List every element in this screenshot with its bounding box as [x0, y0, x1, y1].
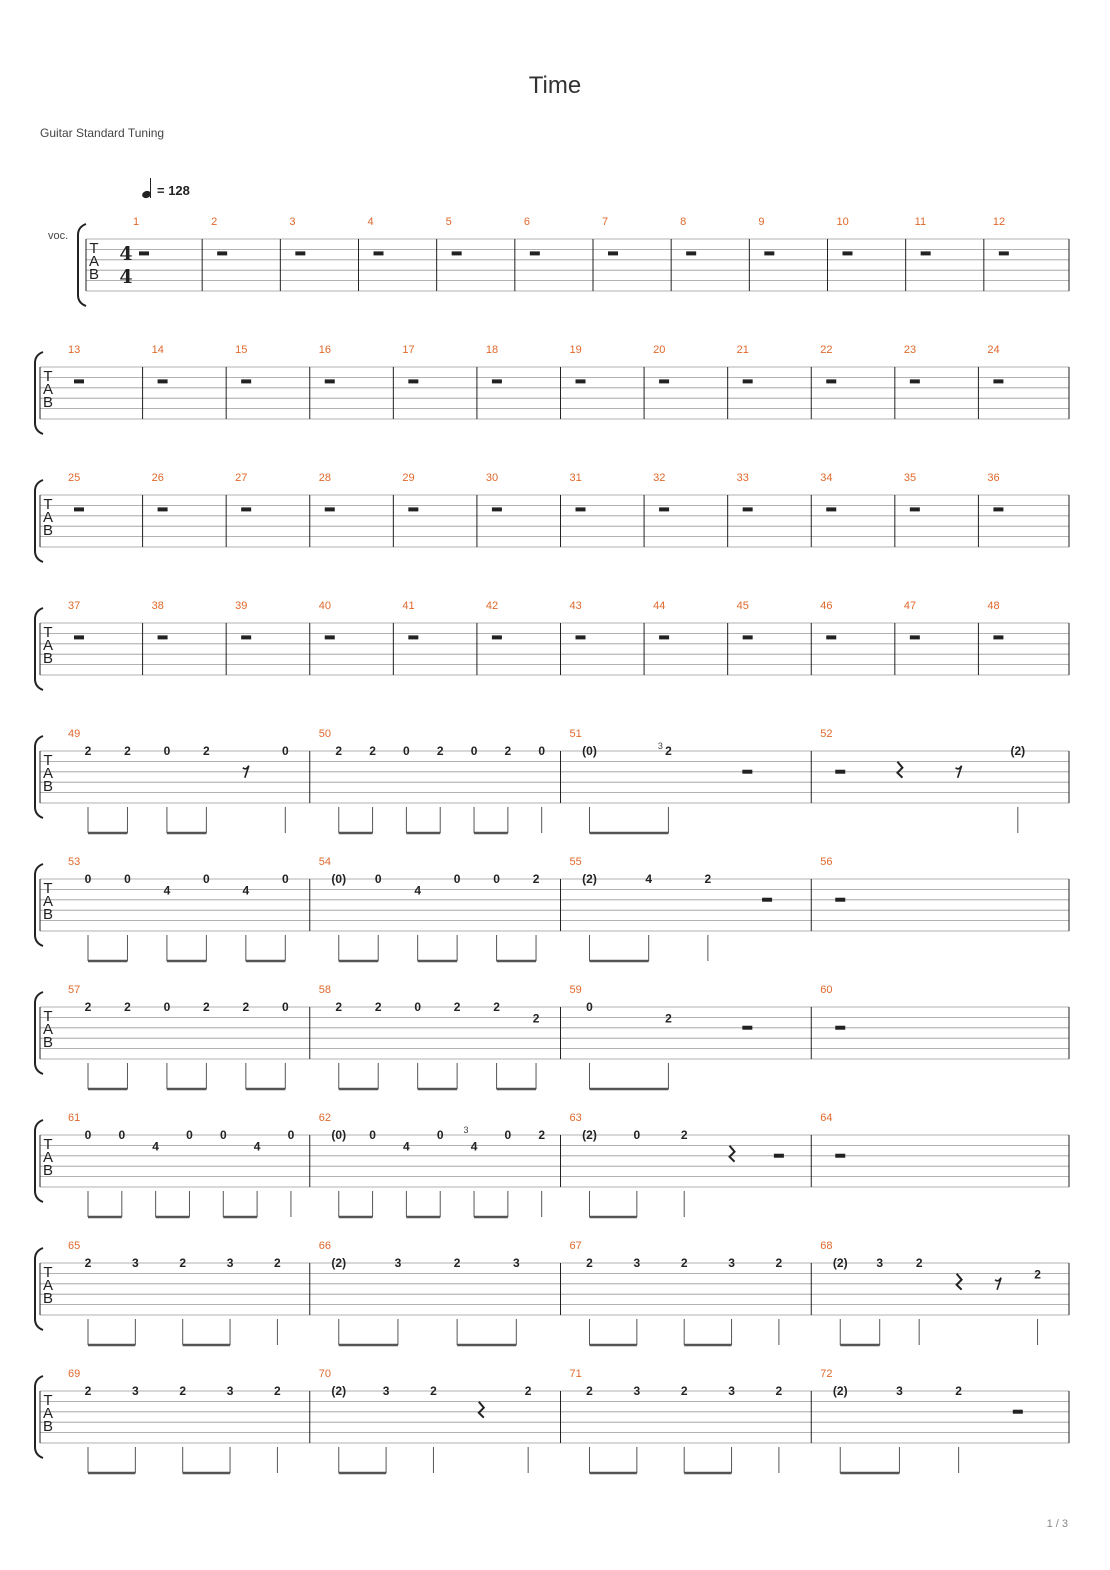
tab-clef-letter: A — [42, 893, 54, 910]
fret-number: 2 — [453, 1256, 461, 1270]
fret-number: 0 — [470, 744, 478, 758]
measure-number: 57 — [68, 984, 81, 996]
tab-clef-letter: T — [43, 1008, 53, 1025]
tab-clef-letter: B — [42, 1290, 54, 1307]
whole-rest — [158, 507, 168, 511]
measure-number: 61 — [68, 1112, 81, 1124]
fret-number: (0) — [582, 744, 597, 758]
measure-number: 17 — [402, 344, 415, 356]
fret-number: 3 — [876, 1256, 884, 1270]
whole-rest — [74, 635, 84, 639]
whole-rest — [325, 635, 335, 639]
measure-number: 50 — [318, 728, 331, 740]
fret-number: 2 — [538, 1128, 546, 1142]
quarter-rest — [479, 1402, 484, 1418]
tab-clef-letter: T — [43, 752, 53, 769]
fret-number: 2 — [532, 872, 540, 886]
measure-number: 45 — [736, 600, 749, 612]
measure-number: 10 — [836, 216, 849, 228]
fret-number: 3 — [728, 1384, 735, 1398]
fret-number: 2 — [430, 1384, 437, 1398]
fret-number: 2 — [704, 872, 712, 886]
fret-number: 0 — [186, 1128, 193, 1142]
fret-number: (2) — [582, 1128, 597, 1142]
fret-number: 3 — [728, 1256, 735, 1270]
measure-number: 21 — [736, 344, 749, 356]
instrument-label: voc. — [48, 230, 69, 242]
fret-number: (2) — [331, 1256, 347, 1270]
tab-clef-letter: B — [42, 1162, 54, 1179]
fret-number: 2 — [179, 1256, 187, 1270]
tab-clef-letter: B — [42, 394, 54, 411]
fret-number: 2 — [680, 1256, 688, 1270]
whole-rest — [826, 635, 836, 639]
system-bracket — [35, 1376, 43, 1458]
measure-number: 35 — [903, 472, 917, 484]
measure-number: 46 — [820, 600, 833, 612]
fret-number: 2 — [274, 1384, 281, 1398]
measure-number: 33 — [736, 472, 749, 484]
fret-number: 2 — [504, 744, 512, 758]
measure-number: 7 — [602, 216, 609, 228]
measure-number: 60 — [820, 984, 833, 996]
quarter-rest — [897, 762, 902, 778]
fret-number: 0 — [586, 1000, 593, 1014]
whole-rest — [843, 251, 853, 255]
whole-rest — [576, 379, 586, 383]
measure-number: 28 — [318, 472, 331, 484]
whole-rest — [659, 507, 669, 511]
fret-number: 2 — [203, 744, 210, 758]
tuplet-mark: 3 — [657, 741, 663, 751]
page-indicator: 1 / 3 — [1046, 1518, 1068, 1530]
fret-number: 4 — [470, 1139, 478, 1154]
whole-rest — [295, 251, 305, 255]
measure-number: 23 — [903, 344, 917, 356]
tab-clef-letter: A — [88, 253, 100, 270]
fret-number: 4 — [163, 883, 171, 898]
measure-number: 2 — [211, 216, 218, 228]
whole-rest — [408, 635, 418, 639]
measure-number: 51 — [569, 728, 582, 740]
measure-number: 29 — [402, 472, 415, 484]
whole-rest — [576, 635, 586, 639]
measure-number: 32 — [653, 472, 666, 484]
fret-number: 0 — [504, 1128, 512, 1142]
tab-clef-letter: B — [42, 650, 54, 667]
measure-number: 36 — [987, 472, 1000, 484]
whole-rest — [835, 898, 845, 902]
fret-number: 0 — [403, 744, 410, 758]
fret-number: 2 — [124, 744, 131, 758]
tab-clef-letter: B — [42, 1418, 54, 1435]
whole-rest — [835, 1026, 845, 1030]
fret-number: 2 — [775, 1256, 783, 1270]
fret-number: 0 — [203, 872, 210, 886]
fret-number: (2) — [832, 1256, 848, 1270]
measure-number: 64 — [820, 1112, 833, 1124]
tab-clef-letter: T — [43, 368, 53, 385]
measure-number: 25 — [68, 472, 81, 484]
fret-number: 2 — [532, 1011, 540, 1026]
measure-number: 16 — [318, 344, 331, 356]
whole-rest — [993, 507, 1003, 511]
fret-number: 3 — [382, 1384, 390, 1398]
whole-rest — [408, 379, 418, 383]
whole-rest — [325, 379, 335, 383]
measure-number: 6 — [523, 216, 530, 228]
measure-number: 40 — [318, 600, 331, 612]
fret-number: 0 — [124, 872, 131, 886]
fret-number: 0 — [84, 1128, 92, 1142]
system-bracket — [35, 1248, 43, 1330]
whole-rest — [764, 251, 774, 255]
whole-rest — [74, 379, 84, 383]
measure-number: 54 — [318, 856, 331, 868]
tab-clef-letter: A — [42, 637, 54, 654]
fret-number: (2) — [832, 1384, 848, 1398]
measure-number: 52 — [820, 728, 833, 740]
whole-rest — [452, 251, 462, 255]
whole-rest — [659, 379, 669, 383]
tab-clef-letter: A — [42, 509, 54, 526]
quarter-rest — [730, 1146, 735, 1162]
measure-number: 68 — [820, 1240, 833, 1252]
fret-number: 0 — [118, 1128, 126, 1142]
fret-number: 3 — [132, 1256, 139, 1270]
tab-clef-letter: B — [42, 1034, 54, 1051]
tab-clef-letter: B — [42, 906, 54, 923]
whole-rest — [241, 507, 251, 511]
tab-clef-letter: T — [89, 240, 99, 257]
whole-rest — [910, 635, 920, 639]
fret-number: 0 — [453, 872, 461, 886]
half-rest — [742, 770, 752, 774]
measure-number: 59 — [569, 984, 582, 996]
system-bracket — [78, 224, 86, 306]
system-bracket — [35, 992, 43, 1074]
whole-rest — [325, 507, 335, 511]
half-rest — [1013, 1410, 1023, 1414]
measure-number: 34 — [820, 472, 833, 484]
half-rest — [774, 1154, 784, 1158]
whole-rest — [826, 507, 836, 511]
fret-number: 0 — [374, 872, 382, 886]
whole-rest — [74, 507, 84, 511]
fret-number: 4 — [403, 1139, 410, 1154]
fret-number: 2 — [84, 1000, 92, 1014]
fret-number: 0 — [633, 1128, 641, 1142]
measure-number: 12 — [992, 216, 1006, 228]
measure-number: 71 — [569, 1368, 582, 1380]
tab-clef-letter: A — [42, 765, 54, 782]
whole-rest — [408, 507, 418, 511]
measure-number: 67 — [569, 1240, 582, 1252]
whole-rest — [826, 379, 836, 383]
time-signature-top: 4 — [119, 243, 133, 265]
fret-number: (0) — [331, 1128, 347, 1142]
tab-clef-letter: A — [42, 1021, 54, 1038]
measure-number: 37 — [68, 600, 81, 612]
fret-number: 0 — [436, 1128, 444, 1142]
fret-number: 3 — [512, 1256, 520, 1270]
fret-number: 3 — [633, 1384, 641, 1398]
quarter-rest — [957, 1274, 962, 1290]
whole-rest — [659, 635, 669, 639]
fret-number: 2 — [335, 1000, 343, 1014]
fret-number: 2 — [680, 1384, 688, 1398]
fret-number: 2 — [915, 1256, 923, 1270]
measure-number: 3 — [289, 216, 296, 228]
tab-clef-letter: T — [43, 1136, 53, 1153]
tab-clef-letter: A — [42, 1277, 54, 1294]
fret-number: 2 — [955, 1384, 962, 1398]
system-bracket — [35, 480, 43, 562]
fret-number: 0 — [163, 744, 171, 758]
tempo-value: = 128 — [157, 183, 190, 198]
measure-number: 43 — [569, 600, 582, 612]
measure-number: 72 — [820, 1368, 833, 1380]
fret-number: 4 — [253, 1139, 261, 1154]
measure-number: 11 — [914, 216, 927, 228]
fret-number: 2 — [179, 1384, 187, 1398]
fret-number: 0 — [414, 1000, 422, 1014]
fret-number: 2 — [1034, 1267, 1041, 1282]
tab-clef-letter: A — [42, 1149, 54, 1166]
whole-rest — [530, 251, 540, 255]
fret-number: 3 — [132, 1384, 139, 1398]
measure-number: 38 — [151, 600, 164, 612]
whole-rest — [139, 251, 149, 255]
fret-number: 2 — [124, 1000, 131, 1014]
whole-rest — [576, 507, 586, 511]
measure-number: 1 — [133, 216, 140, 228]
measure-number: 66 — [318, 1240, 331, 1252]
fret-number: 3 — [896, 1384, 903, 1398]
whole-rest — [374, 251, 384, 255]
score-title: Time — [528, 72, 582, 99]
half-rest — [762, 898, 772, 902]
measure-number: 69 — [68, 1368, 81, 1380]
measure-number: 30 — [485, 472, 499, 484]
fret-number: 0 — [281, 872, 289, 886]
fret-number: 2 — [665, 744, 672, 758]
measure-number: 53 — [68, 856, 81, 868]
tab-clef-letter: T — [43, 880, 53, 897]
fret-number: 2 — [84, 744, 92, 758]
system-bracket — [35, 736, 43, 818]
measure-number: 26 — [151, 472, 164, 484]
fret-number: 0 — [281, 1000, 289, 1014]
measure-number: 56 — [820, 856, 833, 868]
tab-clef-letter: T — [43, 624, 53, 641]
fret-number: 3 — [226, 1384, 234, 1398]
fret-number: 4 — [645, 872, 653, 886]
fret-number: 2 — [369, 744, 376, 758]
whole-rest — [492, 379, 502, 383]
tab-clef-letter: B — [88, 266, 100, 283]
fret-number: 2 — [274, 1256, 281, 1270]
measure-number: 48 — [987, 600, 1000, 612]
fret-number: 0 — [219, 1128, 227, 1142]
fret-number: 0 — [538, 744, 546, 758]
fret-number: 2 — [586, 1256, 593, 1270]
tab-clef-letter: B — [42, 778, 54, 795]
fret-number: 2 — [524, 1384, 532, 1398]
whole-rest — [492, 635, 502, 639]
fret-number: (2) — [331, 1384, 347, 1398]
whole-rest — [993, 379, 1003, 383]
fret-number: 0 — [369, 1128, 376, 1142]
whole-rest — [608, 251, 618, 255]
fret-number: 2 — [493, 1000, 500, 1014]
tab-clef-letter: A — [42, 1405, 54, 1422]
fret-number: 2 — [374, 1000, 382, 1014]
measure-number: 4 — [367, 216, 374, 228]
measure-number: 22 — [820, 344, 833, 356]
time-signature-bottom: 4 — [119, 266, 133, 288]
fret-number: 2 — [680, 1128, 688, 1142]
whole-rest — [241, 635, 251, 639]
system-bracket — [35, 608, 43, 690]
measure-number: 27 — [235, 472, 248, 484]
whole-rest — [921, 251, 931, 255]
fret-number: 3 — [226, 1256, 234, 1270]
measure-number: 42 — [485, 600, 499, 612]
fret-number: 2 — [84, 1256, 92, 1270]
fret-number: 0 — [84, 872, 92, 886]
measure-number: 65 — [68, 1240, 81, 1252]
whole-rest — [158, 379, 168, 383]
measure-number: 14 — [151, 344, 164, 356]
system-bracket — [35, 1120, 43, 1202]
fret-number: 0 — [493, 872, 500, 886]
measure-number: 47 — [903, 600, 917, 612]
fret-number: 2 — [335, 744, 343, 758]
whole-rest — [743, 635, 753, 639]
fret-number: 2 — [453, 1000, 461, 1014]
measure-number: 63 — [569, 1112, 582, 1124]
fret-number: 4 — [242, 883, 250, 898]
fret-number: (2) — [582, 872, 597, 886]
tuplet-mark: 3 — [463, 1125, 469, 1135]
whole-rest — [999, 251, 1009, 255]
whole-rest — [743, 379, 753, 383]
measure-number: 41 — [402, 600, 415, 612]
system-bracket — [35, 864, 43, 946]
fret-number: 3 — [633, 1256, 641, 1270]
fret-number: 3 — [394, 1256, 402, 1270]
fret-number: 0 — [163, 1000, 171, 1014]
measure-number: 62 — [318, 1112, 331, 1124]
half-rest — [742, 1026, 752, 1030]
tab-clef-letter: B — [42, 522, 54, 539]
whole-rest — [492, 507, 502, 511]
tuning-label: Guitar Standard Tuning — [40, 126, 165, 140]
whole-rest — [241, 379, 251, 383]
whole-rest — [158, 635, 168, 639]
whole-rest — [217, 251, 227, 255]
measure-number: 44 — [653, 600, 666, 612]
whole-rest — [686, 251, 696, 255]
measure-number: 5 — [445, 216, 452, 228]
measure-number: 13 — [68, 344, 81, 356]
fret-number: 0 — [287, 1128, 295, 1142]
fret-number: 2 — [84, 1384, 92, 1398]
fret-number: 2 — [203, 1000, 210, 1014]
fret-number: (0) — [331, 872, 347, 886]
fret-number: 4 — [414, 883, 422, 898]
measure-number: 8 — [680, 216, 687, 228]
whole-rest — [993, 635, 1003, 639]
measure-number: 18 — [485, 344, 499, 356]
measure-number: 15 — [235, 344, 248, 356]
fret-number: 2 — [586, 1384, 593, 1398]
measure-number: 31 — [569, 472, 582, 484]
whole-rest — [910, 507, 920, 511]
fret-number: 0 — [281, 744, 289, 758]
fret-number: 4 — [152, 1139, 159, 1154]
system-bracket — [35, 352, 43, 434]
measure-number: 24 — [987, 344, 1000, 356]
half-rest — [835, 770, 845, 774]
fret-number: 2 — [242, 1000, 250, 1014]
fret-number: (2) — [1010, 744, 1026, 758]
fret-number: 2 — [436, 744, 444, 758]
measure-number: 70 — [318, 1368, 331, 1380]
measure-number: 19 — [569, 344, 582, 356]
measure-number: 49 — [68, 728, 81, 740]
whole-rest — [835, 1154, 845, 1158]
measure-number: 20 — [653, 344, 666, 356]
measure-number: 58 — [318, 984, 331, 996]
tab-clef-letter: T — [43, 1392, 53, 1409]
tab-clef-letter: T — [43, 496, 53, 513]
tab-clef-letter: T — [43, 1264, 53, 1281]
whole-rest — [743, 507, 753, 511]
measure-number: 55 — [569, 856, 582, 868]
measure-number: 39 — [235, 600, 248, 612]
fret-number: 2 — [665, 1011, 672, 1026]
whole-rest — [910, 379, 920, 383]
fret-number: 2 — [775, 1384, 783, 1398]
measure-number: 9 — [758, 216, 765, 228]
tab-clef-letter: A — [42, 381, 54, 398]
